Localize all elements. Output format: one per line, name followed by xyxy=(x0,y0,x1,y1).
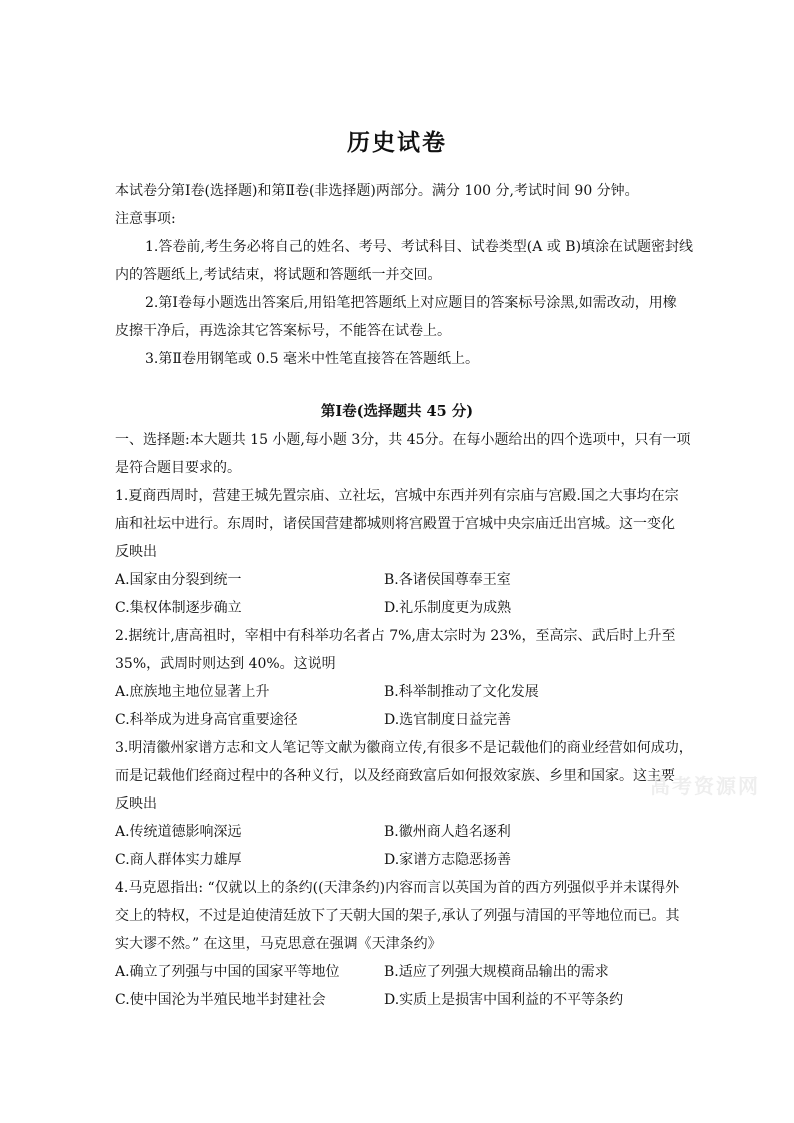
question-1-option-d: D.礼乐制度更为成熟 xyxy=(384,600,512,616)
question-1-stem-line-1: 1.夏商西周时，营建王城先置宗庙、立社坛，宫城中东西并列有宗庙与宫殿.国之大事均在宗 xyxy=(115,488,679,504)
question-3-option-b: B.徽州商人趋名逐利 xyxy=(384,824,511,840)
intro-text: 本试卷分第Ⅰ卷(选择题)和第Ⅱ卷(非选择题)两部分。满分 100 分,考试时间 90 分钟。 xyxy=(115,183,639,199)
question-1-stem-line-3: 反映出 xyxy=(115,544,157,560)
question-3-stem-line-1: 3.明清徽州家谱方志和文人笔记等文献为徽商立传,有很多不是记载他们的商业经营如何成功， xyxy=(115,740,693,756)
question-2-option-a: A.庶族地主地位显著上升 xyxy=(115,684,270,700)
notice-1-line-2: 内的答题纸上,考试结束，将试题和答题纸一并交回。 xyxy=(115,267,442,283)
notice-1-line-1: 1.答卷前,考生务必将自己的姓名、考号、考试科目、试卷类型(A 或 B)填涂在试题密封线 xyxy=(145,239,694,255)
question-3-option-a: A.传统道德影响深远 xyxy=(115,824,242,840)
notice-2-line-2: 皮擦干净后，再选涂其它答案标号，不能答在试卷上。 xyxy=(115,323,451,339)
question-2-option-d: D.选官制度日益完善 xyxy=(384,712,512,728)
notice-3: 3.第Ⅱ卷用钢笔或 0.5 毫米中性笔直接答在答题纸上。 xyxy=(145,351,480,367)
question-1-option-b: B.各诸侯国尊奉王室 xyxy=(384,572,511,588)
section-instructions-line-1: 一、选择题:本大题共 15 小题,每小题 3分，共 45分。在每小题给出的四个选项中，只有一项 xyxy=(115,432,691,448)
section-instructions-line-2: 是符合题目要求的。 xyxy=(115,460,241,476)
question-1-option-c: C.集权体制逐步确立 xyxy=(115,600,242,616)
question-4-option-d: D.实质上是损害中国利益的不平等条约 xyxy=(384,992,624,1008)
question-3-stem-line-3: 反映出 xyxy=(115,796,157,812)
question-4-option-c: C.使中国沦为半殖民地半封建社会 xyxy=(115,992,326,1008)
question-3-option-d: D.家谱方志隐恶扬善 xyxy=(384,852,512,868)
question-3-option-c: C.商人群体实力雄厚 xyxy=(115,852,242,868)
question-4-stem-line-2: 交上的特权，不过是迫使清廷放下了天朝大国的架子,承认了列强与清国的平等地位而已。其 xyxy=(115,908,680,924)
question-2-stem-line-1: 2.据统计,唐高祖时，宰相中有科举功名者占 7%,唐太宗时为 23%，至高宗、武后时上升至 xyxy=(115,628,676,644)
question-4-stem-line-1: 4.马克恩指出: “仅就以上的条约((天津条约)内容而言以英国为首的西方列强似乎并未谋得外 xyxy=(115,880,680,896)
question-4-option-a: A.确立了列强与中国的国家平等地位 xyxy=(115,964,340,980)
question-3-stem-line-2: 而是记载他们经商过程中的各种义行，以及经商致富后如何报效家族、乡里和国家。这主要 xyxy=(115,768,675,784)
question-1-option-a: A.国家由分裂到统一 xyxy=(115,572,242,588)
notice-2-line-1: 2.第Ⅰ卷每小题选出答案后,用铅笔把答题纸上对应题目的答案标号涂黑,如需改动，用橡 xyxy=(145,295,677,311)
question-4-option-b: B.适应了列强大规模商品输出的需求 xyxy=(384,964,609,980)
question-2-stem-line-2: 35%，武周时则达到 40%。这说明 xyxy=(115,656,336,672)
question-2-option-b: B.科举制推动了文化发展 xyxy=(384,684,539,700)
question-2-option-c: C.科举成为进身高官重要途径 xyxy=(115,712,298,728)
watermark: 高考资源网 xyxy=(650,774,760,798)
question-1-stem-line-2: 庙和社坛中进行。东周时，诸侯国营建都城则将宫殿置于宫城中央宗庙迁出宫城。这一变化 xyxy=(115,516,675,532)
section-title: 第Ⅰ卷(选择题共 45 分) xyxy=(320,403,474,420)
page-title: 历史试卷 xyxy=(347,129,447,156)
question-4-stem-line-3: 实大谬不然。” 在这里，马克思意在强调《天津条约》 xyxy=(115,936,442,952)
notice-heading: 注意事项: xyxy=(115,211,176,227)
